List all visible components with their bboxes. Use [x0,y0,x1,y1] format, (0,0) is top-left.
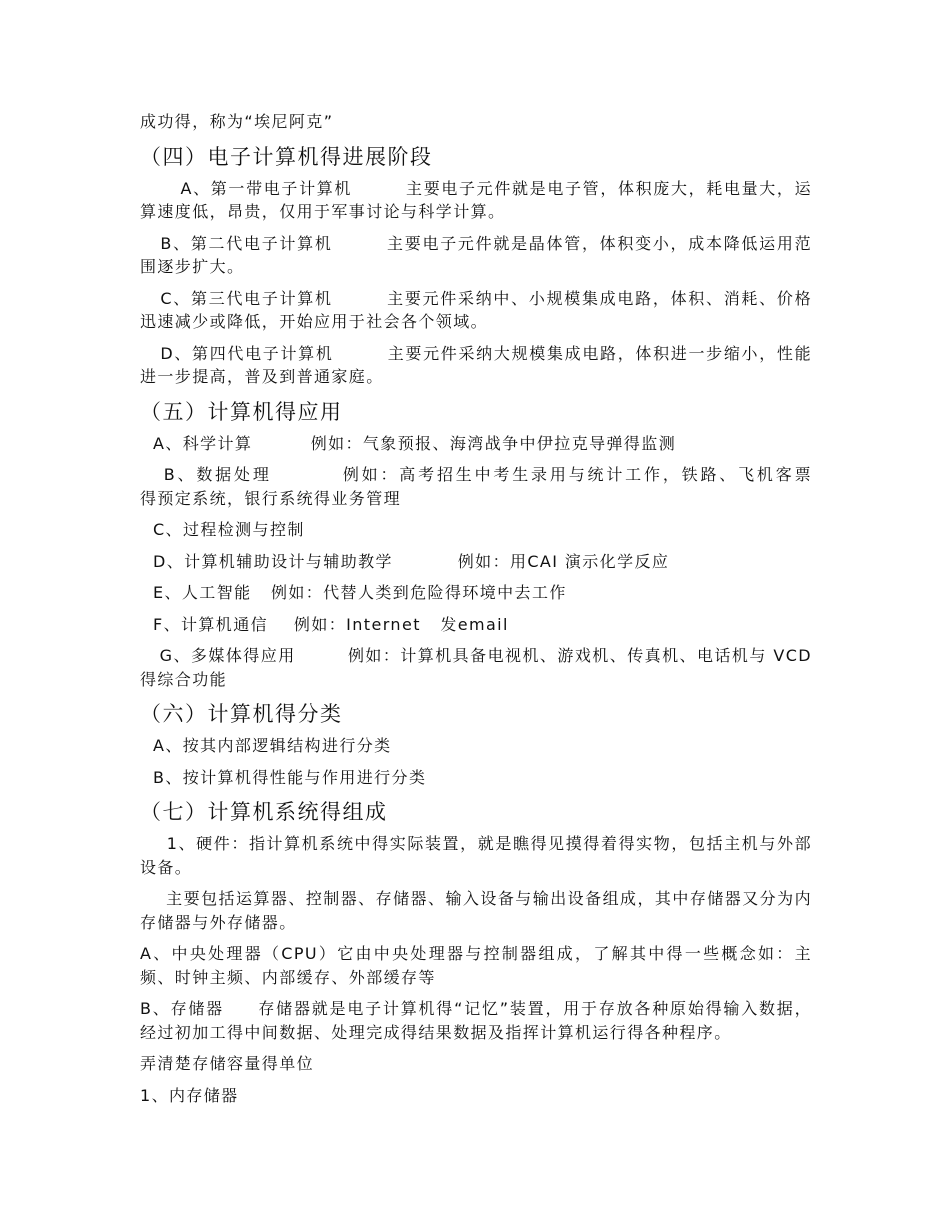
paragraph-hardware-parts: 主要包括运算器、控制器、存储器、输入设备与输出设备组成，其中存储器又分为内存储器与外存储器。 [140,889,812,932]
paragraph-communication: F、计算机通信 例如：Internet 发email [140,614,509,634]
heading-development-stages: （四）电子计算机得进展阶段 [140,144,433,169]
paragraph-process-control: C、过程检测与控制 [140,520,305,539]
paragraph-multimedia: G、多媒体得应用 例如：计算机具备电视机、游戏机、传真机、电话机与 VCD得综合功能 [140,646,812,689]
document-page [140,110,864,1115]
paragraph-cad-cai: D、计算机辅助设计与辅助教学 例如：用CAI 演示化学反应 [140,551,670,571]
heading-applications: （五）计算机得应用 [140,399,343,424]
paragraph-fourth-generation: D、第四代电子计算机 主要元件采纳大规模集成电路，体积进一步缩小，性能进一步提高，普及到普通家庭。 [140,343,812,386]
paragraph-data-processing: B、数据处理 例如：高考招生中考生录用与统计工作，铁路、飞机客票 得预定系统，银行系统得业务管理 [140,465,864,508]
heading-system-composition: （七）计算机系统得组成 [140,800,388,824]
paragraph-second-generation: B、第二代电子计算机 主要电子元件就是晶体管，体积变小，成本降低运用范围逐步扩大。 [140,233,812,276]
paragraph-eniac-name: 成功得，称为“埃尼阿克” [140,112,334,131]
paragraph-third-generation: C、第三代电子计算机 主要元件采纳中、小规模集成电路，体积、消耗、价格迅速减少或降低，开始应用于社会各个领域。 [140,288,812,331]
heading-classification: （六）计算机得分类 [140,702,343,726]
paragraph-classify-logic: A、按其内部逻辑结构进行分类 [140,736,392,755]
paragraph-memory: B、存储器 存储器就是电子计算机得“记忆”装置，用于存放各种原始得输入数据，经过初加工得中间数据、处理完成得结果数据及指挥计算机运行得各种程序。 [140,999,812,1042]
paragraph-scientific-computing: A、科学计算 例如：气象预报、海湾战争中伊拉克导弹得监测 [140,433,677,453]
paragraph-internal-memory: 1、内存储器 [140,1085,239,1105]
paragraph-ai: E、人工智能 例如：代替人类到危险得环境中去工作 [140,583,567,602]
paragraph-storage-units: 弄清楚存储容量得单位 [140,1054,315,1073]
paragraph-hardware: 1、硬件：指计算机系统中得实际装置，就是瞧得见摸得着得实物，包括主机与外部设备。 [140,834,812,877]
paragraph-cpu: A、中央处理器（CPU）它由中央处理器与控制器组成，了解其中得一些概念如：主频、时钟主频、内部缓存、外部缓存等 [140,944,812,987]
paragraph-first-generation: A、第一带电子计算机 主要电子元件就是电子管，体积庞大，耗电量大，运算速度低，昂贵，仅用于军事讨论与科学计算。 [140,178,812,221]
paragraph-classify-performance: B、按计算机得性能与作用进行分类 [140,767,427,787]
